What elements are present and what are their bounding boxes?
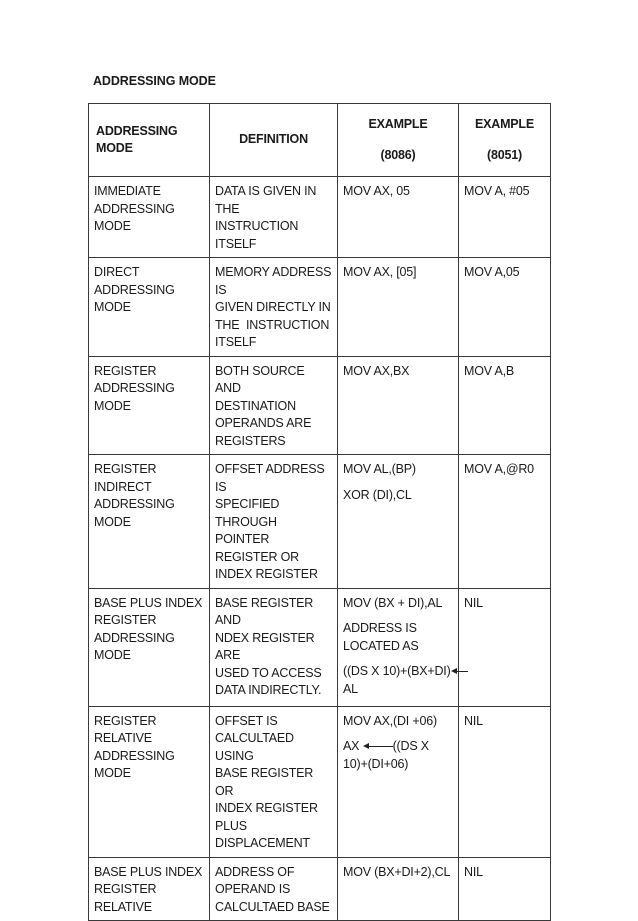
definition-text-line: THE INSTRUCTION: [215, 317, 330, 332]
example-text: MOV (BX + DI),AL: [343, 595, 443, 610]
definition-text-line: SPECIFIED THROUGH: [215, 497, 280, 529]
mode-cell: [89, 356, 210, 455]
example-8051-cell: MOV A, #05: [459, 177, 551, 258]
mode-text-line: REGISTER RELATIVE: [94, 713, 157, 745]
addressing-mode-table: [88, 103, 551, 921]
definition-text-line: OPERANDS ARE: [215, 416, 312, 430]
mode-text-line: REGISTER INDIRECT: [94, 462, 157, 494]
definition-cell: [210, 857, 338, 921]
mode-cell: [89, 258, 210, 357]
example-text-fragment: ((DS X 10)+(BX+DI): [343, 664, 451, 678]
definition-text-line: GIVEN DIRECTLY IN: [215, 300, 331, 314]
mode-text-line: ADDRESSING MODE: [94, 497, 175, 529]
mode-text-line: ADDRESSING MODE: [94, 201, 175, 233]
example-text: [343, 620, 453, 655]
example-text-line: ADDRESS IS: [343, 621, 417, 635]
example-8051-cell: NIL: [459, 588, 551, 706]
mode-text-line: DIRECT: [94, 265, 140, 279]
definition-text-line: ADDRESS OF: [215, 864, 295, 879]
mode-text-line: ADDRESSING MODE: [94, 282, 175, 314]
mode-text-line: REGISTER RELATIVE: [94, 882, 157, 914]
definition-cell: [210, 455, 338, 589]
definition-cell: [210, 706, 338, 857]
example-text: [343, 663, 453, 698]
example-8051-cell: NIL: [459, 706, 551, 857]
definition-text-line: INDEX REGISTER PLUS: [215, 801, 318, 833]
definition-text-line: POINTER REGISTER OR: [215, 532, 299, 564]
definition-text-line: DESTINATION: [215, 398, 296, 413]
definition-text-line: DISPLACEMENT: [215, 836, 310, 850]
example-text: MOV AX,(DI +06): [343, 713, 437, 728]
table-row-direct: [89, 258, 551, 357]
definition-text-line: INDEX REGISTER: [215, 567, 318, 581]
mode-text-line: IMMEDIATE: [94, 184, 161, 198]
header-example-8051-cpu: (8051): [487, 148, 522, 162]
definition-text-line: BOTH SOURCE AND: [215, 363, 305, 395]
mode-text-line: REGISTER: [94, 363, 157, 378]
mode-cell: [89, 588, 210, 706]
example-8086-cell: [338, 588, 459, 706]
example-text-line: LOCATED AS: [343, 638, 419, 653]
mode-text-line: BASE PLUS INDEX: [94, 595, 203, 610]
definition-text-line: OFFSET IS: [215, 713, 278, 728]
mode-text-line: ADDRESSING MODE: [94, 381, 175, 413]
example-8051-cell: MOV A,@R0: [459, 455, 551, 589]
definition-text-line: CALCULTAED USING: [215, 731, 294, 763]
definition-text-line: REGISTERS: [215, 433, 286, 448]
header-addressing-mode: ADDRESSING MODE: [89, 104, 210, 177]
definition-text-line: OFFSET ADDRESS IS: [215, 462, 325, 494]
mode-text-line: ADDRESSING MODE: [94, 630, 175, 662]
example-8086-cell: MOV AX, 05: [338, 177, 459, 258]
definition-text-line: USED TO ACCESS: [215, 665, 322, 680]
definition-text-line: NDEX REGISTER ARE: [215, 630, 315, 662]
page-title: ADDRESSING MODE: [93, 74, 216, 88]
header-example-8086-label: EXAMPLE: [368, 116, 428, 131]
definition-cell: [210, 588, 338, 706]
example-8086-cell: [338, 455, 459, 589]
example-text-fragment: AX: [343, 739, 360, 753]
example-text-line: [343, 663, 453, 681]
table-header-row: [89, 104, 551, 177]
definition-text-line: OPERAND IS: [215, 882, 291, 896]
example-text: XOR (DI),CL: [343, 487, 412, 502]
example-text-line: AL: [343, 681, 358, 696]
example-8086-cell: MOV (BX+DI+2),CL: [338, 857, 459, 921]
example-text: [343, 738, 453, 773]
example-8051-cell: NIL: [459, 857, 551, 921]
definition-cell: [210, 356, 338, 455]
example-8051-cell: MOV A,B: [459, 356, 551, 455]
arrow-left-icon: [363, 743, 393, 751]
mode-text-line: BASE PLUS INDEX: [94, 864, 203, 879]
example-text-fragment: ((DS X: [392, 739, 429, 753]
header-example-8086: [338, 104, 459, 177]
definition-text-line: MEMORY ADDRESS IS: [215, 265, 332, 297]
mode-text-line: ADDRESSING MODE: [94, 748, 175, 780]
mode-text-line: REGISTER: [94, 613, 157, 627]
arrow-left-icon: [451, 668, 468, 676]
example-8086-cell: MOV AX, [05]: [338, 258, 459, 357]
definition-text-line: ITSELF: [215, 335, 257, 349]
header-example-8086-cpu: (8086): [380, 148, 416, 162]
example-text-line: 10)+(DI+06): [343, 756, 409, 771]
table-row-register-indirect: [89, 455, 551, 589]
example-text: MOV AL,(BP): [343, 462, 416, 476]
table-row-register: [89, 356, 551, 455]
definition-cell: [210, 177, 338, 258]
mode-cell: [89, 706, 210, 857]
definition-text-line: INSTRUCTION ITSELF: [215, 219, 299, 251]
table-row-register-relative: [89, 706, 551, 857]
example-8086-cell: [338, 706, 459, 857]
definition-text-line: DATA INDIRECTLY.: [215, 683, 322, 697]
definition-text-line: CALCULTAED BASE: [215, 899, 330, 914]
table-row-base-plus-index-register-relative: [89, 857, 551, 921]
definition-text-line: DATA IS GIVEN IN THE: [215, 184, 317, 216]
definition-cell: [210, 258, 338, 357]
example-text-line: [343, 738, 453, 756]
header-definition: DEFINITION: [210, 104, 338, 177]
header-example-8051: [459, 104, 551, 177]
table-row-base-plus-index: [89, 588, 551, 706]
mode-cell: [89, 177, 210, 258]
mode-cell: [89, 857, 210, 921]
example-8086-cell: MOV AX,BX: [338, 356, 459, 455]
definition-text-line: BASE REGISTER AND: [215, 595, 314, 627]
table-row-immediate: [89, 177, 551, 258]
definition-text-line: BASE REGISTER OR: [215, 766, 314, 798]
example-8051-cell: MOV A,05: [459, 258, 551, 357]
header-example-8051-label: EXAMPLE: [474, 116, 535, 131]
mode-cell: [89, 455, 210, 589]
